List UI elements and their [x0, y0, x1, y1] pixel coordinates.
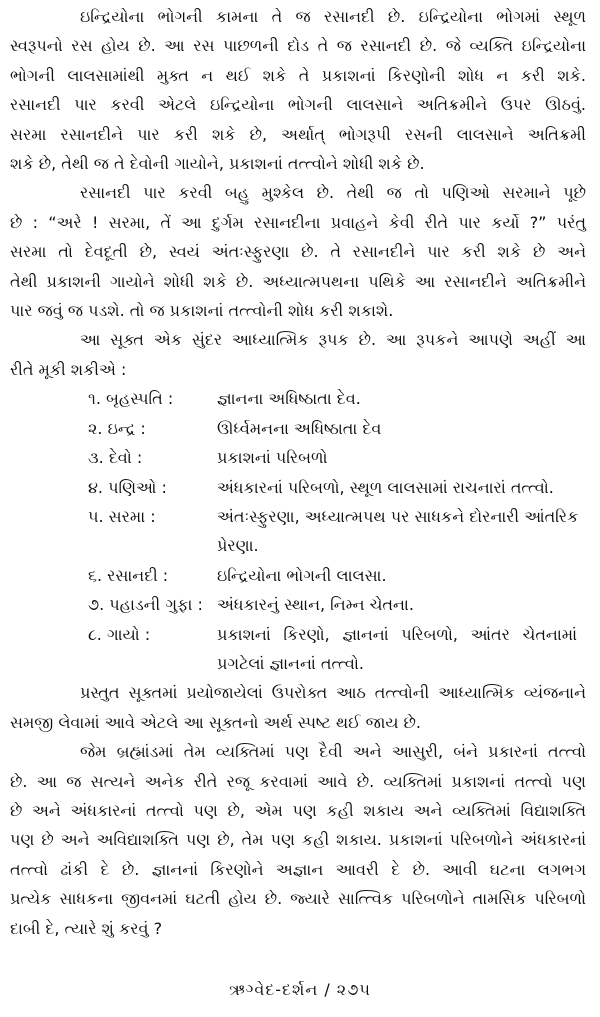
text-line: ઇન્દ્રિયોના ભોગની લાલસા.	[217, 565, 387, 585]
text-line: સમજી લેવામાં આવે એટલે આ સૂક્તનો અર્થ સ્પષ્ટ થઈ જાય છે.	[10, 712, 421, 732]
text-line: શકે છે, તેથી જ તે દેવોની ગાયોને, પ્રકાશનાં તત્ત્વોને શોધી શકે છે.	[10, 154, 425, 174]
text-line: દાબી દે, ત્યારે શું કરવું ?	[10, 918, 163, 938]
text-line: ઊર્ધ્વમનના અધિષ્ઠાતા દેવ	[217, 418, 382, 438]
text-line: રસાનદી પાર કરવી બહુ મુશ્કેલ છે. તેથી જ તો પણિઓ સરમાને પૂછે	[80, 183, 586, 203]
text-line: તત્ત્વો ઢાંકી દે છે. જ્ઞાનનાં કિરણોને અજ્ઞાન આવરી દે છે. આવી ઘટના લગભગ	[10, 859, 586, 879]
list-item	[10, 414, 586, 443]
text-line: અંધકારનાં પરિબળો, સ્થૂળ લાલસામાં રાચનારાં તત્ત્વો.	[217, 477, 554, 497]
text-line: ઇન્દ્રિયોના ભોગની કામના તે જ રસાનદી છે. ઇન્દ્રિયોના ભોગમાં સ્થૂળ	[80, 7, 586, 26]
list-item-description	[217, 443, 577, 472]
text-line: સ્વરૂપનો રસ હોય છે. આ રસ પાછળની દોડ તે જ રસાનદી છે. જે વ્યક્તિ ઇન્દ્રિયોના	[10, 36, 586, 56]
paragraph-2	[10, 178, 586, 325]
text-line: અંતઃસ્ફુરણા, અધ્યાત્મપથ પર સાધકને દોરનારી આંતરિક	[217, 506, 579, 526]
list-item	[10, 561, 586, 590]
list-item	[10, 590, 586, 619]
list-item-label: ૨. ઇન્દ્ર :	[88, 418, 146, 438]
list-item-label: ૬. રસાનદી :	[88, 565, 169, 585]
text-line: પ્રત્યેક સાધકના જીવનમાં ઘટતી હોય છે. જ્યારે સાત્ત્વિક પરિબળોને તામસિક પરિબળો	[10, 889, 586, 909]
text-line: છે. આ જ સત્યને અનેક રીતે રજૂ કરવામાં આવે છે. વ્યક્તિમાં પ્રકાશનાં તત્ત્વો પણ	[10, 771, 586, 791]
text-line: પ્રકાશનાં કિરણો, જ્ઞાનનાં પરિબળો, આંતર ચેતનામાં	[217, 624, 577, 644]
text-line: ભોગની લાલસામાંથી મુક્ત ન થઈ શકે તે પ્રકાશનાં કિરણોની શોધ ન કરી શકે.	[10, 65, 586, 85]
text-line: પણ છે અને અવિદ્યાશક્તિ પણ છે, તેમ પણ કહી શકાય. પ્રકાશનાં પરિબળોને અંધકારનાં	[10, 830, 586, 850]
list-item-description	[217, 620, 577, 679]
text-line: છે : “અરે ! સરમા, તેં આ દુર્ગમ રસાનદીના પ્રવાહને કેવી રીતે પાર કર્યો ?” પરંતુ	[10, 212, 586, 232]
text-line: પ્રકાશનાં પરિબળો	[217, 448, 328, 468]
text-line: પ્રગટેલાં જ્ઞાનનાં તત્ત્વો.	[217, 653, 364, 673]
list-item-description	[217, 590, 577, 619]
list-item	[10, 443, 586, 472]
text-line: સરમા રસાનદીને પાર કરી શકે છે, અર્થાત્ ભોગરૂપી રસની લાલસાને અતિક્રમી	[10, 124, 586, 144]
list-item-label: ૭. પહાડની ગુફા :	[88, 595, 203, 615]
list-item-description	[217, 414, 577, 443]
list-item-label: ૩. દેવો :	[88, 448, 143, 468]
list-item-label: ૫. સરમા :	[88, 506, 156, 526]
list-item	[10, 502, 586, 561]
text-line: રસાનદી પાર કરવી એટલે ઇન્દ્રિયોના ભોગની લાલસાને અતિક્રમીને ઉપર ઊઠવું.	[10, 95, 586, 115]
paragraph-3	[10, 325, 586, 384]
list-item-description	[217, 502, 577, 561]
text-line: આ સૂક્ત એક સુંદર આધ્યાત્મિક રૂપક છે. આ રૂપકને આપણે અહીં આ	[80, 330, 586, 350]
text-line: પાર જવું જ પડશે. તો જ પ્રકાશનાં તત્ત્વોની શોધ કરી શકાશે.	[10, 301, 394, 321]
text-line: પ્રેરણા.	[217, 536, 259, 556]
list-item	[10, 473, 586, 502]
text-line: જેમ બ્રહ્માંડમાં તેમ વ્યક્તિમાં પણ દૈવી અને આસુરી, બંને પ્રકારનાં તત્ત્વો	[80, 742, 586, 762]
text-line: અંધકારનું સ્થાન, નિમ્ન ચેતના.	[217, 595, 414, 615]
list-item-description	[217, 561, 577, 590]
list-item-label: ૪. પણિઓ :	[88, 477, 167, 497]
list-item-description	[217, 473, 577, 502]
list-item	[10, 620, 586, 679]
list-item-label: ૮. ગાયો :	[88, 624, 151, 644]
paragraph-5	[10, 737, 586, 943]
list-item-description	[217, 384, 577, 413]
list-item-label: ૧. બૃહસ્પતિ :	[88, 389, 174, 409]
symbol-list	[10, 384, 586, 678]
text-line: પ્રસ્તુત સૂક્તમાં પ્રયોજાયેલાં ઉપરોક્ત આઠ તત્ત્વોની આધ્યાત્મિક વ્યંજનાને	[80, 683, 586, 703]
list-item	[10, 384, 586, 413]
text-line: જ્ઞાનના અધિષ્ઠાતા દેવ.	[217, 389, 361, 409]
paragraph-4	[10, 678, 586, 737]
paragraph-1	[10, 2, 586, 178]
text-line: રીતે મૂકી શકીએ :	[10, 359, 127, 379]
text-line: છે અને અંધકારનાં તત્ત્વો પણ છે, એમ પણ કહી શકાય અને વ્યક્તિમાં વિદ્યાશક્તિ	[10, 800, 586, 820]
page-footer: ઋગ્વેદ-દર્શન / ૨૭૫	[229, 980, 371, 999]
text-line: તેથી પ્રકાશની ગાયોને શોધી શકે છે. અધ્યાત્મપથના પથિકે આ રસાનદીને અતિક્રમીને	[10, 271, 586, 291]
text-line: સરમા તો દેવદૂતી છે, સ્વયં અંતઃસ્ફુરણા છે. તે રસાનદીને પાર કરી શકે છે અને	[10, 242, 586, 262]
